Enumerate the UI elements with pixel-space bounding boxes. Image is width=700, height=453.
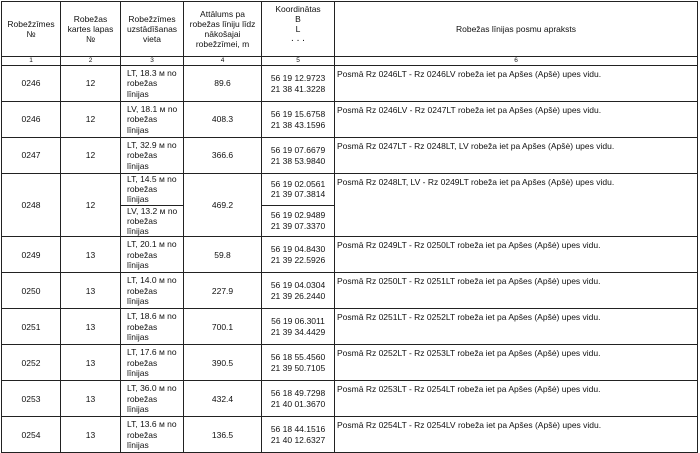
segment-description-cell: Posmā Rz 0248LT, LV - Rz 0249LT robeža iet pa Apšes (Apšė) upes vidu.	[335, 174, 698, 237]
coordinate-b: 56 18 49.7298	[270, 388, 326, 398]
install-location-cell: LT, 18.6 м no robežas līnijas	[121, 309, 184, 345]
install-location-cell: LT, 17.6 м no robežas līnijas	[121, 345, 184, 381]
distance-cell: 227.9	[184, 273, 262, 309]
install-location-cell: LT, 32.9 м no robežas līnijas	[121, 138, 184, 174]
coordinate-b: 56 19 07.6679	[270, 144, 326, 155]
coordinate-l: 21 39 50.7105	[270, 362, 326, 373]
table-row	[2, 138, 698, 174]
map-sheet-cell: 13	[61, 417, 121, 453]
map-sheet-cell: 12	[61, 138, 121, 174]
coordinate-b: 56 19 15.6758	[270, 108, 326, 119]
distance-cell: 390.5	[184, 345, 262, 381]
header-coordinates	[262, 2, 335, 57]
coordinate-l: 21 38 41.3228	[270, 83, 326, 94]
table-row	[2, 102, 698, 138]
coordinate-l: 21 39 34.4429	[270, 326, 326, 337]
header-segment-description: Robežas līnijas posmu apraksts	[335, 2, 698, 57]
distance-cell: 89.6	[184, 66, 262, 102]
marker-number-cell: 0250	[2, 273, 61, 309]
coordinate-l: 21 38 43.1596	[270, 119, 326, 130]
segment-description-cell: Posmā Rz 0246LT - Rz 0246LV robeža iet pa Apšes (Apšė) upes vidu.	[335, 66, 698, 102]
marker-number-cell: 0246	[2, 102, 61, 138]
header-coordinates-b: B	[295, 14, 301, 25]
segment-description-cell: Posmā Rz 0253LT - Rz 0254LT robeža iet pa Apšes (Apšė) upes vidu.	[335, 381, 698, 417]
coordinates-cell	[262, 345, 335, 381]
marker-number-cell: 0254	[2, 417, 61, 453]
marker-number-cell: 0249	[2, 237, 61, 273]
map-sheet-cell: 13	[61, 345, 121, 381]
coordinates-cell	[262, 205, 335, 237]
table-row	[2, 417, 698, 453]
map-sheet-cell: 13	[61, 381, 121, 417]
distance-cell: 469.2	[184, 174, 262, 237]
coordinate-l: 21 38 53.9840	[270, 155, 326, 166]
table-row	[2, 381, 698, 417]
coordinates-cell	[262, 237, 335, 273]
install-location-cell: LV, 13.2 м no robežas līnijas	[121, 205, 184, 237]
marker-number-cell: 0253	[2, 381, 61, 417]
table-row	[2, 66, 698, 102]
header-coordinates-dots: . . .	[291, 32, 305, 44]
column-number: 6	[335, 57, 698, 66]
marker-number-cell: 0252	[2, 345, 61, 381]
map-sheet-cell: 13	[61, 273, 121, 309]
coordinates-cell	[262, 273, 335, 309]
coordinate-l: 21 39 07.3370	[270, 220, 326, 231]
coordinate-b: 56 19 02.9489	[270, 210, 326, 221]
header-row	[2, 2, 698, 57]
segment-description-cell: Posmā Rz 0251LT - Rz 0252LT robeža iet pa Apšes (Apšė) upes vidu.	[335, 309, 698, 345]
coordinate-b: 56 19 06.3011	[271, 316, 325, 326]
distance-cell: 59.8	[184, 237, 262, 273]
distance-cell: 700.1	[184, 309, 262, 345]
header-map-sheet: Robežas kartes lapas №	[61, 2, 121, 57]
map-sheet-cell: 12	[61, 66, 121, 102]
distance-cell: 408.3	[184, 102, 262, 138]
map-sheet-cell: 13	[61, 309, 121, 345]
distance-cell: 432.4	[184, 381, 262, 417]
table-row	[2, 237, 698, 273]
coordinates-cell	[262, 102, 335, 138]
coordinate-l: 21 39 07.3814	[270, 189, 326, 200]
segment-description-cell: Posmā Rz 0250LT - Rz 0251LT robeža iet pa Apšes (Apšė) upes vidu.	[335, 273, 698, 309]
coordinate-l: 21 40 12.6327	[270, 434, 326, 445]
coordinates-cell	[262, 66, 335, 102]
header-install-location: Robežzīmes uzstādīšanas vieta	[121, 2, 184, 57]
border-markers-table	[1, 1, 698, 453]
coordinates-cell	[262, 381, 335, 417]
segment-description-cell: Posmā Rz 0254LT - Rz 0254LV robeža iet pa Apšes (Apšė) upes vidu.	[335, 417, 698, 453]
coordinate-l: 21 39 22.5926	[270, 254, 326, 265]
install-location-cell: LT, 13.6 м no robežas līnijas	[121, 417, 184, 453]
coordinate-l: 21 40 01.3670	[270, 398, 326, 409]
install-location-cell: LT, 14.0 м no robežas līnijas	[121, 273, 184, 309]
install-location-cell: LT, 20.1 м no robežas līnijas	[121, 237, 184, 273]
install-location-cell: LT, 14.5 м no robežas līnijas	[121, 174, 184, 206]
table-row	[2, 174, 698, 206]
coordinate-b: 56 19 02.0561	[270, 178, 326, 189]
column-number: 4	[184, 57, 262, 66]
install-location-cell: LT, 36.0 м no robežas līnijas	[121, 381, 184, 417]
map-sheet-cell: 13	[61, 237, 121, 273]
marker-number-cell: 0248	[2, 174, 61, 237]
header-distance: Attālums pa robežas līniju līdz nākošajai robežzīmei, m	[184, 2, 262, 57]
marker-number-cell: 0247	[2, 138, 61, 174]
coordinates-cell	[262, 309, 335, 345]
coordinate-b: 56 19 04.8430	[270, 244, 326, 254]
table-row	[2, 309, 698, 345]
coordinate-b: 56 19 12.9723	[270, 72, 326, 83]
header-coordinates-title: Koordinātas	[275, 4, 321, 14]
map-sheet-cell: 12	[61, 102, 121, 138]
distance-cell: 136.5	[184, 417, 262, 453]
coordinates-cell	[262, 174, 335, 206]
column-number: 3	[121, 57, 184, 66]
segment-description-cell: Posmā Rz 0249LT - Rz 0250LT robeža iet pa Apšes (Apšė) upes vidu.	[335, 237, 698, 273]
distance-cell: 366.6	[184, 138, 262, 174]
coordinate-b: 56 18 55.4560	[270, 352, 326, 362]
table-row	[2, 345, 698, 381]
header-marker-number: Robežzīmes №	[2, 2, 61, 57]
map-sheet-cell: 12	[61, 174, 121, 237]
column-number: 2	[61, 57, 121, 66]
column-number-row	[2, 57, 698, 66]
coordinate-l: 21 39 26.2440	[270, 290, 326, 301]
coordinates-cell	[262, 417, 335, 453]
coordinate-b: 56 19 04.0304	[270, 280, 326, 290]
column-number: 5	[262, 57, 335, 66]
header-coordinates-l: L	[295, 24, 301, 35]
install-location-cell: LV, 18.1 м no robežas līnijas	[121, 102, 184, 138]
coordinate-b: 56 18 44.1516	[270, 424, 326, 434]
marker-number-cell: 0251	[2, 309, 61, 345]
table-row	[2, 273, 698, 309]
column-number: 1	[2, 57, 61, 66]
segment-description-cell: Posmā Rz 0246LV - Rz 0247LT robeža iet pa Apšes (Apšė) upes vidu.	[335, 102, 698, 138]
marker-number-cell: 0246	[2, 66, 61, 102]
segment-description-cell: Posmā Rz 0247LT - Rz 0248LT, LV robeža iet pa Apšes (Apšė) upes vidu.	[335, 138, 698, 174]
coordinates-cell	[262, 138, 335, 174]
install-location-cell: LT, 18.3 м no robežas līnijas	[121, 66, 184, 102]
segment-description-cell: Posmā Rz 0252LT - Rz 0253LT robeža iet pa Apšes (Apšė) upes vidu.	[335, 345, 698, 381]
